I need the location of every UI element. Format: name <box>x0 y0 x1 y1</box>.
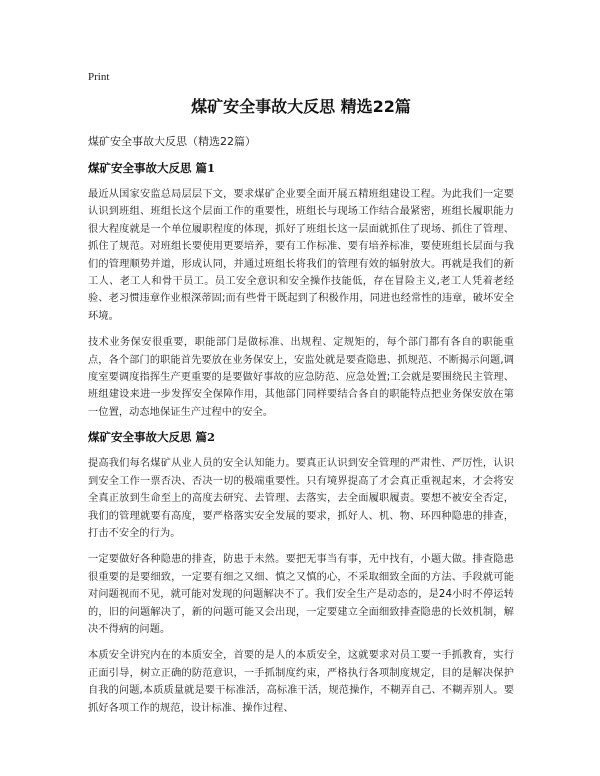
section-1 <box>88 161 514 421</box>
section-heading: 煤矿安全事故大反思 篇1 <box>88 161 216 175</box>
paragraph: 最近从国家安监总局层层下文，要求煤矿企业要全面开展五精班组建设工程。为此我们一定要认识到班组、班组长这个层面工作的重要性，班组长与现场工作结合最紧密，班组长履职能力很大程度就是一个单位履职程度的体现，抓好了班组长这一层面就抓住了现场、抓住了管理、抓住了规范。对班组长要使用更要培养，要有工作标准、要有培养标准，要使班组长层面与我们的管理顺势并道，形成认同，并通过班组长将我们的管理有效的辐射放大。再就是我们的新工人、老工人和骨干员工。员工安全意识和安全操作技能低，存在冒险主义,老工人凭着老经验、老习惯违章作业根深蒂固;而有些骨干既起到了积极作用，同进也经常性的违章，破坏安全环境。 <box>88 189 514 322</box>
paragraph: 提高我们每名煤矿从业人员的安全认知能力。要真正认识到安全管理的严肃性、严厉性，认识到安全工作一票否决、否决一切的极端重要性。只有境界提高了才会真正重视起来，才会将安全真正放到生命至上的高度去研究、去管理、去落实，去全面履职履责。要想不被安全否定，我们的管理就要有高度，要严格落实安全发展的要求，抓好人、机、物、环四种隐患的排查，打击不安全的行为。 <box>88 458 514 539</box>
paragraph: 本质安全讲究内在的本质安全，首要的是人的本质安全，这就要求对员工要一手抓教育，实行正面引导，树立正确的防范意识，一手抓制度约束，严格执行各项制度规定，目的是解决保护自我的问题,本质质量就是要干标准活，高标准干活，规范操作，不糊弄自己、不糊弄别人。要抓好各项工作的规范，设计标准、操作过程、 <box>88 650 514 714</box>
print-label: Print <box>88 71 110 83</box>
section-heading: 煤矿安全事故大反思 篇2 <box>88 430 216 445</box>
section-2 <box>88 430 514 717</box>
paragraph: 技术业务保安很重要，职能部门是做标准、出规程、定规矩的，每个部门都有各自的职能重点，各个部门的职能首先要放在业务保安上，安监处就是要查隐患、抓规范、不断揭示问题,调度室要调度指挥生产更重要的是要做好事故的应急防范、应急处置;工会就是要围绕民主管理、班组建设来进一步发挥安全保障作用，其他部门同样要结合各自的职能特点把业务保安放在第一位置，动态地保证生产过程中的安全。 <box>88 337 514 418</box>
document-page <box>88 70 514 726</box>
document-subtitle: 煤矿安全事故大反思（精选22篇） <box>88 135 256 148</box>
document-title: 煤矿安全事故大反思 精选22篇 <box>191 97 411 116</box>
paragraph: 一定要做好各种隐患的排查，防患于未然。要把无事当有事，无中找有，小题大做。排查隐患很重要的是要细致，一定要有细之又细、慎之又慎的心，不采取细致全面的方法、手段就可能对问题视而不见，就可能对发现的问题解决不了。我们安全生产是动态的，是24小时不停运转的，旧的问题解决了，新的问题可能又会出现，一定要建立全面细致排查隐患的长效机制，解决不得病的问题。 <box>88 554 514 635</box>
